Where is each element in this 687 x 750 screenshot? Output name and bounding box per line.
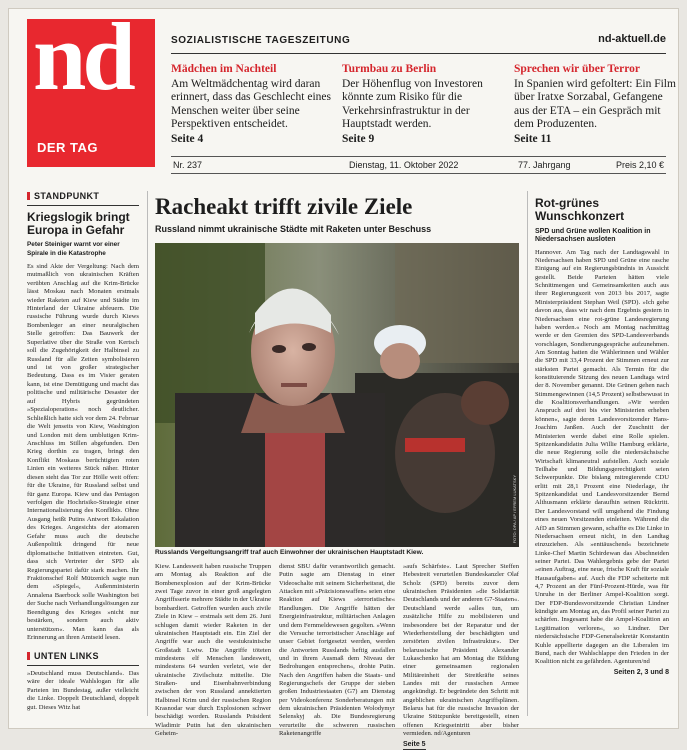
photo-credit: FOTO: DPA / AP / EFREM LUKATSKY <box>512 474 517 543</box>
issue-meta-bar <box>171 156 666 174</box>
nd-logo[interactable] <box>27 3 155 167</box>
lead-headline[interactable]: Racheakt trifft zivile Ziele <box>155 194 413 219</box>
unten-links-text: »Deutschland muss Deutschland«. Das wäre der ideale Wahlslogan für alle Parteien im Bundestag, außer vielleicht die Linke. Doppelt Deutschland, doppelt gut. Dieses Witz hat <box>27 669 139 711</box>
right-text: Hannover. Am Tag nach der Landtagswahl in Niedersachsen haben SPD und Grüne eine rasche Einigung auf ein Regierungsbündnis in Aussicht gestellt. Beide Parteien hätten viele Schnittmengen und Gemeinsamkeiten auch aus ihrer Regierungszeit von 2013 bis 2017, sagte Ministerpräsident Stephan Weil (SPD). »Ich gehe davon aus, dass wir nach dem Ergebnis gestern in Niedersachsen eine rot-grüne Landesregierung haben werden.« Noch am Montag nachmittag werde er den Gremien des SPD-Landesverbands vorschlagen, Sondierungsgespräche aufzunehmen. Am Sonntag hatten die Wählerinnen und Wähler die SPD mit 33,4 Prozent der Stimmen erneut zur stärksten Partei gemacht. Als Termin für die konstituierende Sitzung des neuen Landtags wird der 8. November genannt. Die Grünen gehen nach Stimmengewinnen (14,5 Prozent) selbstbewusst in die Koalitionsverhandlungen. »Wir werden Anspruch auf drei bis vier Ministerien erheben können«, sagte deren Landesvorsitzender Hans-Joachim Janßen. Auch der Zuschnitt der Ministerien werde dabei eine Rolle spielen. Spitzenkandidatin Julia Willie Hamburg erklärte, die neue Regierung solle die niedersächsische Wirtschaft klimaneutral aufstellen. Auch soziale Teilhabe und Bildungsgerechtigkeit seien Schwerpunkte. Die bislang mitregierende CDU erlitt mit 28,1 Prozent eine Niederlage, ihr Spitzenkandidat und Landesvorsitzender Bernd Althusmann erklärte daraufhin seinen Rücktritt. Der Landesvorstand will umgehend die Findung eines neuen Vorsitzenden einleiten. Während die AfD an Stimmen gewann, schaffte es Die Linke in Niedersachsen erneut nicht, in den Landtag einzuziehen. Als »enttäuschend« bezeichnete Linke-Chef Martin Schirdewan das Abschneiden seiner Partei. Das Wahlergebnis gebe der Partei »einen Auftrag, eine neue, frische Kraft für soziale Hausaufgaben« auf. Auch die FDP scheiterte mit 4,7 Prozent an der Fünf-Prozent-Hürde, was für Unruhe in der Berliner Ampel-Koalition sorgt. Der FDP-Bundesvorsitzende Christian Lindner kündigte am Montag an, das Profil seiner Partei zu schärfen. Insgesamt habe die Ampel-Koalition an Legitimation verloren«, so Lindner. Der niedersächsische FDP-Generalsekretär Konstantin Kuhle appellierte dagegen an die Liberalen im Bund, nach der Wahlschlappe den Frieden in der Koalition nicht zu gefährden. Agenturen/nd <box>535 248 669 666</box>
lead-photo <box>155 243 519 547</box>
standpunkt-byline: Peter Steiniger warnt vor einer Spirale in die Katastrophe <box>27 241 120 257</box>
right-page-ref[interactable]: Seiten 2, 3 und 8 <box>613 668 669 676</box>
teaser-body: In Spanien wird gefoltert: Ein Film über Iratxe Sorzabal, Gefangene aus der ETA – ein Gespräch mit dem Produzenten. <box>514 77 676 131</box>
teaser-title: Mädchen im Nachteil <box>171 63 277 75</box>
teaser-title: Sprechen wir über Terror <box>514 63 640 75</box>
website-link[interactable]: nd-aktuell.de <box>598 33 666 45</box>
teaser-page: Seite 9 <box>342 132 375 145</box>
column-divider <box>527 191 528 716</box>
lead-column-2: dienst SBU dafür verantwortlich gemacht. Putin sagte am Dienstag in einer Videoschalte mit seinem Sicherheitsrat, die Attacken mit »Präzisionswaffen« seien eine Reaktion auf Kiews »terroristische« Handlungen. Die Angriffe hätten der Energieinfrastruktur, militärischen Anlagen und dem Fernmeldewesen gegolten. »Wenn die Versuche terroristischer Anschläge auf unser Gebiet fortgesetzt werden, werden die Antworten Russlands heftig ausfallen und in ihrem Ausmaß dem Niveau der Bedrohungen entsprechen«, drohte Putin. Nach den Angriffen haben die Staats- und Regierungschefs der Gruppe der sieben großen Industriestaaten (G7) am Dienstag per Videokonferenz Sonderberatungen mit dem ukrainischen Präsidenten Wolodymyr Selenskyj ab. Die Bundesregierung verurteilte die schweren russischen Raketenangriffe <box>279 563 395 738</box>
section-label-unten-links: UNTEN LINKS <box>27 651 139 666</box>
teaser-terror[interactable] <box>514 63 676 146</box>
lead-page-ref[interactable]: Seite 5 <box>403 741 426 750</box>
teaser-body: Am Weltmädchentag wird daran erinnert, dass das Geschlecht eines Menschen weiter über seine Perspektiven entscheidet. <box>171 77 331 131</box>
lead-body <box>155 563 519 748</box>
right-subhead: SPD und Grüne wollen Koalition in Niedersachsen ausloten <box>535 227 651 244</box>
teaser-page: Seite 4 <box>171 132 204 145</box>
lead-column-3-text: »aufs Schärfste«. Laut Sprecher Steffen Hebestreit verurteilen Bundeskanzler Olaf Scholz (SPD) bereits zuvor dem ukrainischen Präsidenten »die Solidarität Deutschlands und der anderen G7-Staaten«. Deutschland werde »alles tun, um zusätzliche Hilfe zu mobilisieren und insbesondere bei der Reparatur und der Wiederherstellung der beschädigten und zerstörten zivilen Infrastruktur«. Der belarussische Präsident Alexander Lukaschenko hat am Montag die Bildung einer gemeinsamen regionalen Militäreinheit der Streitkräfte seines Landes mit der russischen Armee angekündigt. Er begründete den Schritt mit angeblichen ukrainischen Angriffsplänen. Belarus hat für die russische Invasion der Ukraine Stützpunkte bereitgestellt, einen offenen Kriegseintritt aber bisher vermieden. nd/Agenturen <box>403 563 519 738</box>
photo-caption: Russlands Vergeltungsangriff traf auch Einwohner der ukrainischen Hauptstadt Kiew. <box>155 549 424 556</box>
newspaper-page <box>8 3 679 748</box>
masthead-rule <box>171 53 666 54</box>
logo-tagline: DER TAG <box>37 140 99 155</box>
standpunkt-headline[interactable]: Kriegslogik bringt Europa in Gefahr <box>27 209 130 237</box>
right-headline[interactable]: Rot-grünes Wunschkonzert <box>535 196 625 224</box>
teaser-madchen[interactable] <box>171 63 333 146</box>
right-column <box>535 197 669 678</box>
teaser-title: Turmbau zu Berlin <box>342 63 437 75</box>
lead-column-1: Kiew. Landesweit haben russische Truppen am Montag als Reaktion auf die Bombenexplosion auf der Krim-Brücke zwei Tage zuvor in einer groß angelegten Angriffsserie mehrere Städte in der Ukraine bombardiert. Getroffen wurden auch zivile Ziele in Kiew – erstmals seit dem 26. Juni schlugen damit wieder Raketen in der ukrainischen Hauptstadt ein. Ein Ziel der Angriffe war auch die westukrainische Großstadt Lwiw. Die Angriffe töteten mindestens elf Menschen landesweit, mindestens 64 wurden verletzt, wie der ukrainische Zivilschutz mitteilte. Die Straßen- und Eisenbahnverbindung zwischen der von Russland annektierten Halbinsel Krim und der russischen Region Krasnodar war durch Explosionen schwer beschädigt worden. Russlands Präsident Wladimir Putin hat den ukrainischen Geheim- <box>155 563 271 738</box>
teaser-body: Der Höhenflug von Investoren könnte zum Risiko für die Verkehrsinfrastruktur in der Hauptstadt werden. <box>342 77 483 131</box>
teaser-turmbau[interactable] <box>342 63 504 146</box>
column-divider <box>147 191 148 716</box>
standpunkt-column <box>27 191 139 712</box>
issue-volume: 77. Jahrgang <box>518 160 571 170</box>
issue-price: Preis 2,10 € <box>615 160 664 170</box>
section-label-standpunkt: STANDPUNKT <box>27 191 139 206</box>
lead-column-3 <box>403 563 519 748</box>
masthead-kicker: SOZIALISTISCHE TAGESZEITUNG <box>171 35 351 46</box>
issue-date: Dienstag, 11. Oktober 2022 <box>349 160 459 170</box>
logo-letters: nd <box>33 3 132 110</box>
lead-subhead: Russland nimmt ukrainische Städte mit Raketen unter Beschuss <box>155 224 432 234</box>
issue-number: Nr. 237 <box>173 160 203 170</box>
injured-woman-photo <box>155 243 519 547</box>
teaser-page: Seite 11 <box>514 132 552 145</box>
standpunkt-text: Es sind Akte der Vergeltung: Nach dem mutmaßlich von ukrainischen Kräften verübten Anschlag auf die Krim-Brücke lässt Moskau nach Monaten erstmals wieder Raketen auf Kiew und Städte im Hinterland der Ukraine abfeuern. Die russische Führung wurde durch Kiews Bombenleger an einer neuralgischen Stelle getroffen: Das Bauwerk der Superlative über die Straße von Kertsch soll die Zugehörigkeit der Halbinsel zu Russland für alle Zeiten symbolisieren und ist von großer strategischer Bedeutung. Dass es im Visier geraten kann, ist eine Demütigung und macht das politische und militärische Desaster der auf Hybris gegründeten »Spezialoperation« noch deutlicher. Schließlich hatte sich vor dem 24. Februar die Welt jenseits von Kiew, Washington und London mit dem umblutigen Krim-Anschluss im Stillen abgefunden. Den Krieg dorthin zu tragen, bringt den Konflikt Moskaus berüchtigten roten Linien ein weiteres Stück näher. Hinter diesen steht das Tor zur Hölle weit offen: für die Ukraine, für Russland selbst und für ganz Europa. Kiew und das Pentagon verfolgen die Hochrisiko-Strategie einer Internationalisierung des Konflikts. Ohne Ausgang heißt Putins Antwort Eskalation des Krieges. Angesichts der atomaren Gefahr muss auch die deutsche Außenpolitik dringend für neue diplomatische Initiativen eintreten. Gut, dass sich Vertreter der SPD als Regierungspartei dafür stark machen. Ihr Fraktionschef Rolf Mützenich sagte nun dem »Spiegel«, Außenministerin Annalena Baerbock solle Washington bei der Suche nach Verhandlungslösungen zur Beendigung des Krieges »nicht nur bestärken, sondern auch aktiv unterstützen«. Man kann das als Erinnerung an ihren Amtseid lesen. <box>27 262 139 642</box>
